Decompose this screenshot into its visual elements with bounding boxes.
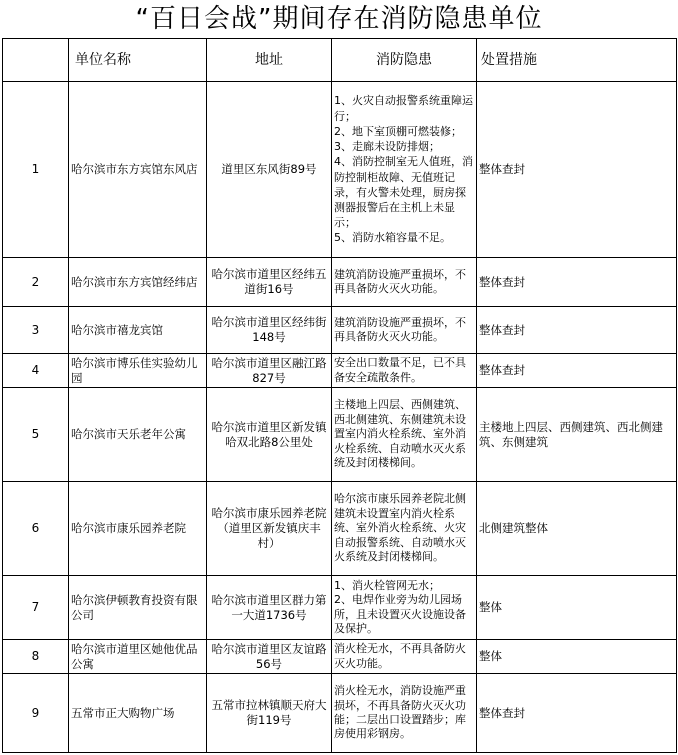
unit-name: 哈尔滨市康乐园养老院	[69, 482, 207, 576]
hazard-line: 1、消火栓管网无水；	[334, 578, 440, 592]
measure-text: 整体	[477, 576, 677, 640]
row-number: 6	[3, 482, 69, 576]
row-number: 4	[3, 354, 69, 388]
hazard-line: 消火栓无水，消防设施严重损坏，不再具备防火灭火功能；二层出口设置踏步；库房使用彩钢房。	[334, 684, 466, 741]
unit-name: 哈尔滨市禧龙宾馆	[69, 307, 207, 354]
hazard-line: 主楼地上四层、西侧建筑、西北侧建筑、东侧建筑未设置室内消火栓系统、室外消火栓系统、自动喷水灭火系统及封闭楼梯间。	[334, 398, 466, 470]
hazard-description	[332, 354, 477, 388]
hazard-line: 建筑消防设施严重损坏，不再具备防火灭火功能。	[334, 315, 466, 343]
table-row	[3, 82, 677, 258]
unit-address: 哈尔滨市道里区新发镇哈双北路8公里处	[207, 388, 332, 482]
hazard-line: 3、走廊未设防排烟；	[334, 140, 440, 154]
table-row	[3, 576, 677, 640]
hazard-line: 哈尔滨市康乐园养老院北侧建筑未设置室内消火栓系统、室外消火栓系统、火灾自动报警系统、自动喷水灭火系统及封闭楼梯间。	[334, 492, 466, 564]
row-number: 9	[3, 674, 69, 753]
unit-address: 哈尔滨市道里区经纬街148号	[207, 307, 332, 354]
row-number: 8	[3, 640, 69, 674]
table-row	[3, 640, 677, 674]
unit-address: 哈尔滨市道里区友谊路56号	[207, 640, 332, 674]
unit-address: 哈尔滨市道里区群力第一大道1736号	[207, 576, 332, 640]
hazard-description	[332, 674, 477, 753]
hazard-line: 5、消防水箱容量不足。	[334, 231, 451, 245]
hazard-description	[332, 640, 477, 674]
header-measure: 处置措施	[477, 39, 677, 82]
table-row	[3, 482, 677, 576]
unit-address: 哈尔滨市康乐园养老院（道里区新发镇庆丰村）	[207, 482, 332, 576]
hazard-line: 1、火灾自动报警系统重障运行；	[334, 94, 473, 123]
header-unit-name: 单位名称	[69, 39, 207, 82]
hazard-line: 建筑消防设施严重损坏，不再具备防火灭火功能。	[334, 267, 466, 295]
hazard-description	[332, 82, 477, 258]
page-title: “百日会战”期间存在消防隐患单位	[135, 4, 543, 34]
row-number: 7	[3, 576, 69, 640]
measure-text: 整体查封	[477, 354, 677, 388]
unit-address: 道里区东风街89号	[207, 82, 332, 258]
measure-text: 主楼地上四层、西侧建筑、西北侧建筑、东侧建筑	[477, 388, 677, 482]
hazard-table	[2, 38, 677, 753]
header-no	[3, 39, 69, 82]
table-row	[3, 307, 677, 354]
measure-text: 整体	[477, 640, 677, 674]
unit-name: 五常市正大购物广场	[69, 674, 207, 753]
unit-name: 哈尔滨市东方宾馆东风店	[69, 82, 207, 258]
hazard-line: 2、地下室顶棚可燃装修；	[334, 124, 462, 138]
measure-text: 整体查封	[477, 258, 677, 307]
header-hazard: 消防隐患	[332, 39, 477, 82]
hazard-description	[332, 388, 477, 482]
hazard-line: 2、电焊作业旁为幼儿园场所，且未设置灭火设施设备及保护。	[334, 593, 466, 635]
table-header-row	[3, 39, 677, 82]
hazard-line: 消火栓无水，不再具备防火灭火功能。	[334, 642, 466, 670]
hazard-description	[332, 482, 477, 576]
table-row	[3, 674, 677, 753]
measure-text: 整体查封	[477, 82, 677, 258]
hazard-line: 安全出口数量不足，已不具备安全疏散条件。	[334, 356, 466, 384]
unit-name: 哈尔滨市博乐佳实验幼儿园	[69, 354, 207, 388]
table-row	[3, 388, 677, 482]
unit-name: 哈尔滨市道里区她他优品公寓	[69, 640, 207, 674]
unit-address: 五常市拉林镇顺天府大街119号	[207, 674, 332, 753]
unit-address: 哈尔滨市道里区融江路827号	[207, 354, 332, 388]
header-address: 地址	[207, 39, 332, 82]
unit-name: 哈尔滨伊顿教育投资有限公司	[69, 576, 207, 640]
row-number: 1	[3, 82, 69, 258]
unit-address: 哈尔滨市道里区经纬五道街16号	[207, 258, 332, 307]
measure-text: 整体查封	[477, 674, 677, 753]
measure-text: 整体查封	[477, 307, 677, 354]
unit-name: 哈尔滨市东方宾馆经纬店	[69, 258, 207, 307]
row-number: 5	[3, 388, 69, 482]
unit-name: 哈尔滨市天乐老年公寓	[69, 388, 207, 482]
hazard-description	[332, 576, 477, 640]
hazard-description	[332, 258, 477, 307]
row-number: 3	[3, 307, 69, 354]
table-row	[3, 258, 677, 307]
hazard-description	[332, 307, 477, 354]
measure-text: 北侧建筑整体	[477, 482, 677, 576]
row-number: 2	[3, 258, 69, 307]
table-row	[3, 354, 677, 388]
hazard-line: 4、消防控制室无人值班，消防控制柜故障、无值班记录，有火警未处理，厨房探测器报警后在主机上未显示；	[334, 155, 473, 230]
